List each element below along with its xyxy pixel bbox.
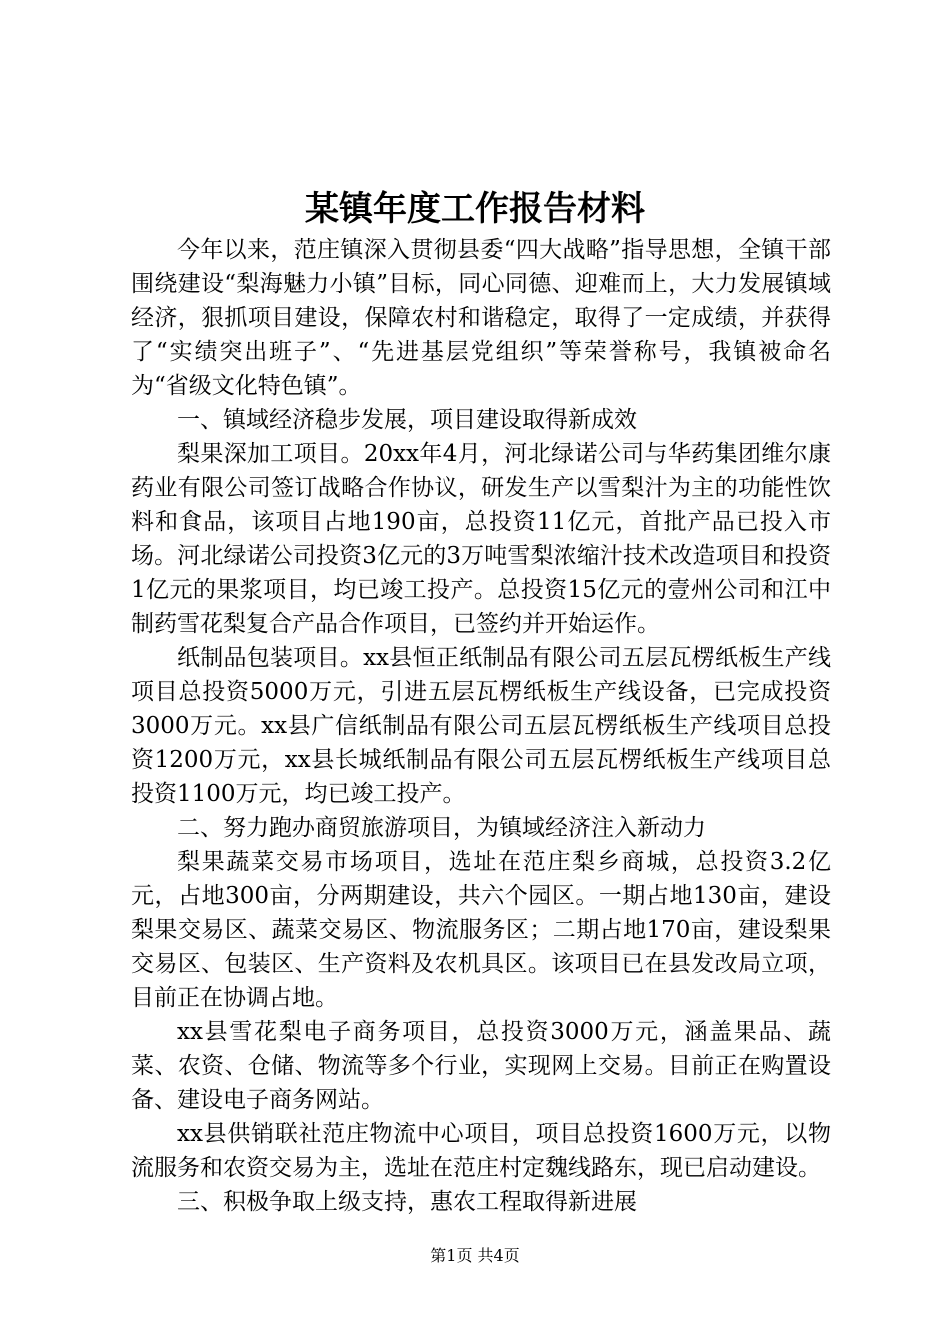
section-heading-3: 三、积极争取上级支持，惠农工程取得新进展 bbox=[177, 1189, 637, 1215]
section-heading-2: 二、努力跑办商贸旅游项目，为镇域经济注入新动力 bbox=[177, 815, 706, 841]
paragraph-paper-packaging: 纸制品包装项目。xx县恒正纸制品有限公司五层瓦楞纸板生产线项目总投资5000万元，引进五层瓦楞纸板生产线设备，已完成投资3000万元。xx县广信纸制品有限公司五层瓦楞纸板生产线项目总投资1200万元，xx县长城纸制品有限公司五层瓦楞纸板生产线项目总投资1100万元，均已竣工投产。 bbox=[131, 645, 831, 807]
document-body bbox=[131, 233, 831, 1219]
document-title: 某镇年度工作报告材料 bbox=[305, 189, 645, 229]
page-footer: 第1页 共4页 bbox=[430, 1246, 520, 1265]
paragraph-logistics: xx县供销联社范庄物流中心项目，项目总投资1600万元，以物流服务和农资交易为主，选址在范庄村定魏线路东，现已启动建设。 bbox=[131, 1121, 831, 1181]
paragraph-intro: 今年以来，范庄镇深入贯彻县委“四大战略”指导思想，全镇干部围绕建设“梨海魅力小镇”目标，同心同德、迎难而上，大力发展镇域经济，狠抓项目建设，保障农村和谐稳定，取得了一定成绩，并获得了“实绩突出班子”、“先进基层党组织”等荣誉称号，我镇被命名为“省级文化特色镇”。 bbox=[131, 237, 831, 399]
section-heading-1: 一、镇域经济稳步发展，项目建设取得新成效 bbox=[177, 407, 637, 433]
paragraph-ecommerce: xx县雪花梨电子商务项目，总投资3000万元，涵盖果品、蔬菜、农资、仓储、物流等多个行业，实现网上交易。目前正在购置设备、建设电子商务网站。 bbox=[131, 1019, 831, 1113]
paragraph-pear-processing: 梨果深加工项目。20xx年4月，河北绿诺公司与华药集团维尔康药业有限公司签订战略合作协议，研发生产以雪梨汁为主的功能性饮料和食品，该项目占地190亩，总投资11亿元，首批产品已投入市场。河北绿诺公司投资3亿元的3万吨雪梨浓缩汁技术改造项目和投资1亿元的果浆项目，均已竣工投产。总投资15亿元的壹州公司和江中制药雪花梨复合产品合作项目，已签约并开始运作。 bbox=[131, 441, 831, 637]
paragraph-market: 梨果蔬菜交易市场项目，选址在范庄梨乡商城，总投资3.2亿元，占地300亩，分两期建设，共六个园区。一期占地130亩，建设梨果交易区、蔬菜交易区、物流服务区；二期占地170亩，建设梨果交易区、包装区、生产资料及农机具区。该项目已在县发改局立项，目前正在协调占地。 bbox=[131, 849, 831, 1011]
